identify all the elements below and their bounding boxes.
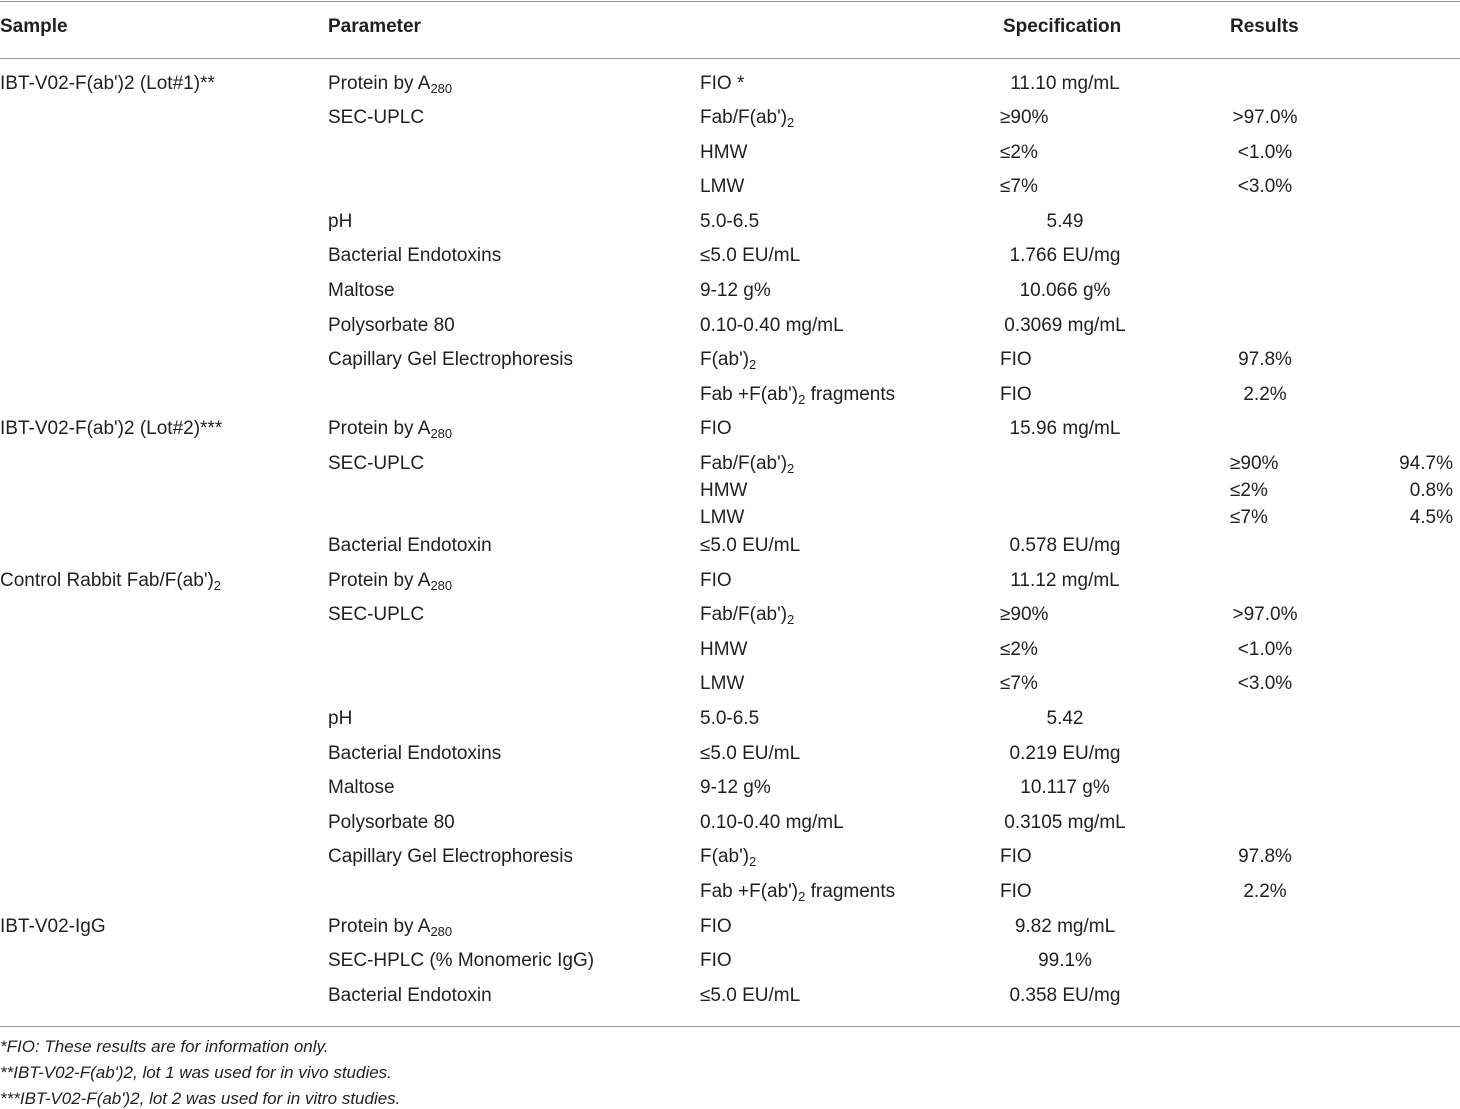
parameter-cell — [328, 315, 455, 337]
attribute-cell — [700, 950, 732, 972]
attribute-cell — [700, 604, 794, 626]
attribute-cell-text: HMW — [700, 480, 748, 501]
attribute-cell-text: ≤5.0 EU/mL — [700, 985, 801, 1006]
specification-cell — [1020, 777, 1109, 799]
parameter-cell — [328, 743, 501, 765]
parameter-cell — [328, 349, 573, 371]
specification-cell — [1010, 73, 1119, 95]
specification-cell — [1000, 639, 1038, 661]
result-cell — [1230, 453, 1278, 475]
parameter-cell-subscript: 280 — [430, 578, 453, 593]
attribute-cell-text: LMW — [700, 673, 745, 694]
specification-cell — [1010, 570, 1119, 592]
attribute-cell-subscript: 2 — [787, 115, 795, 130]
attribute-cell-text: Fab/F(ab') — [700, 604, 788, 625]
specification-cell-text: ≤2% — [1000, 639, 1038, 660]
result-extra-cell-text: 4.5% — [1409, 507, 1453, 528]
attribute-cell-text: Fab +F(ab') — [700, 881, 799, 902]
specification-cell-text: 0.3069 mg/mL — [1004, 315, 1126, 336]
specification-cell — [1047, 211, 1084, 233]
specification-cell — [1010, 743, 1121, 765]
attribute-cell — [700, 916, 732, 938]
attribute-cell-text: Fab/F(ab') — [700, 453, 788, 474]
attribute-cell-text: Fab +F(ab') — [700, 384, 799, 405]
parameter-cell — [328, 708, 352, 730]
result-cell-text: 2.2% — [1243, 384, 1287, 405]
specification-cell-text: ≤7% — [1000, 673, 1038, 694]
result-cell-text: 97.8% — [1238, 846, 1292, 867]
parameter-cell-text: pH — [328, 211, 353, 232]
attribute-cell-text: FIO — [700, 418, 732, 439]
attribute-cell — [700, 349, 756, 371]
attribute-cell-text: LMW — [700, 507, 745, 528]
parameter-cell-text: pH — [328, 708, 353, 729]
attribute-cell — [700, 507, 744, 529]
header-specification: Specification — [1003, 16, 1122, 37]
specification-cell — [1000, 604, 1048, 626]
attribute-cell — [700, 280, 771, 302]
parameter-cell-text: Protein by A — [328, 73, 431, 94]
result-cell-text: >97.0% — [1232, 604, 1298, 625]
result-cell — [1238, 673, 1292, 695]
parameter-cell-text: Protein by A — [328, 916, 431, 937]
specification-cell — [1004, 812, 1125, 834]
specification-cell — [1004, 315, 1125, 337]
specification-cell-text: 15.96 mg/mL — [1009, 418, 1121, 439]
parameter-cell-text: Protein by A — [328, 418, 431, 439]
attribute-cell-text: ≤5.0 EU/mL — [700, 535, 801, 556]
result-cell — [1243, 881, 1286, 903]
result-cell-text: <3.0% — [1237, 176, 1293, 197]
parameter-cell — [328, 950, 594, 972]
result-cell — [1243, 384, 1286, 406]
parameter-cell — [328, 846, 573, 868]
attribute-cell-text: HMW — [700, 142, 748, 163]
result-extra-cell — [1410, 507, 1453, 529]
result-extra-cell — [1399, 453, 1453, 475]
specification-cell-text: 0.358 EU/mg — [1009, 985, 1121, 1006]
table-top-rule — [0, 1, 1460, 2]
attribute-cell — [700, 384, 895, 406]
attribute-cell-text: Fab/F(ab') — [700, 107, 788, 128]
parameter-cell-text: Bacterial Endotoxins — [328, 743, 502, 764]
attribute-cell — [700, 881, 895, 903]
specification-cell — [1010, 985, 1121, 1007]
result-cell — [1233, 604, 1298, 626]
sample-cell-text: IBT-V02-F(ab')2 (Lot#1)** — [0, 73, 215, 94]
attribute-cell — [700, 673, 744, 695]
specification-cell-text: FIO — [1000, 349, 1032, 370]
parameter-cell-subscript: 280 — [430, 426, 453, 441]
attribute-cell-text: 5.0-6.5 — [700, 211, 760, 232]
attribute-cell-text: F(ab') — [700, 349, 750, 370]
specification-cell — [1015, 916, 1115, 938]
attribute-cell-subscript: 2 — [798, 392, 806, 407]
attribute-cell-subscript: 2 — [787, 461, 795, 476]
result-cell — [1238, 349, 1292, 371]
attribute-cell — [700, 211, 759, 233]
specification-cell-text: 1.766 EU/mg — [1009, 245, 1121, 266]
table-header-rule — [0, 58, 1460, 59]
parameter-cell-text: Capillary Gel Electrophoresis — [328, 349, 573, 370]
sample-cell-text: Control Rabbit Fab/F(ab') — [0, 570, 214, 591]
specification-cell-text: 11.12 mg/mL — [1010, 570, 1120, 591]
specification-cell-text: ≤2% — [1000, 142, 1038, 163]
specification-cell-text: FIO — [1000, 384, 1032, 405]
parameter-cell — [328, 73, 452, 95]
attribute-cell — [700, 535, 800, 557]
result-cell — [1233, 107, 1298, 129]
specification-cell — [1000, 673, 1038, 695]
attribute-cell-text: ≤5.0 EU/mL — [700, 743, 801, 764]
specification-cell — [1010, 418, 1121, 440]
parameter-cell-text: SEC-HPLC (% Monomeric IgG) — [328, 950, 595, 971]
result-cell — [1238, 142, 1292, 164]
result-cell — [1238, 639, 1292, 661]
parameter-cell — [328, 453, 424, 475]
result-cell — [1230, 507, 1268, 529]
attribute-cell-text: LMW — [700, 176, 745, 197]
specification-cell-text: FIO — [1000, 881, 1032, 902]
attribute-cell-subscript: 2 — [787, 612, 795, 627]
specification-cell — [1047, 708, 1084, 730]
attribute-cell-text: FIO — [700, 570, 732, 591]
attribute-cell-text: 9-12 g% — [700, 777, 771, 798]
result-cell-text: <1.0% — [1237, 142, 1293, 163]
parameter-cell — [328, 280, 395, 302]
parameter-cell-text: Maltose — [328, 777, 395, 798]
attribute-cell — [700, 846, 756, 868]
specification-cell — [1038, 950, 1092, 972]
result-extra-cell-text: 0.8% — [1409, 480, 1453, 501]
parameter-cell-text: Bacterial Endotoxins — [328, 245, 502, 266]
specification-cell-text: ≥90% — [1000, 107, 1049, 128]
attribute-cell-text: FIO — [700, 916, 732, 937]
attribute-cell — [700, 453, 794, 475]
attribute-cell-text: FIO * — [700, 73, 745, 94]
table-bottom-rule — [0, 1026, 1460, 1027]
specification-cell-text: 5.42 — [1046, 708, 1084, 729]
result-cell-text: <3.0% — [1237, 673, 1293, 694]
attribute-cell — [700, 985, 800, 1007]
specification-cell-text: 10.117 g% — [1020, 777, 1110, 798]
attribute-cell — [700, 480, 747, 502]
parameter-cell — [328, 535, 492, 557]
header-results: Results — [1230, 16, 1299, 37]
parameter-cell — [328, 777, 395, 799]
sample-cell-text: IBT-V02-F(ab')2 (Lot#2)*** — [0, 418, 223, 439]
specification-cell — [1000, 881, 1032, 903]
attribute-cell — [700, 73, 744, 95]
parameter-cell-text: Polysorbate 80 — [328, 315, 455, 336]
parameter-cell — [328, 418, 452, 440]
parameter-cell-subscript: 280 — [430, 81, 453, 96]
attribute-cell — [700, 176, 744, 198]
attribute-cell-text: 0.10-0.40 mg/mL — [700, 315, 844, 336]
specification-cell — [1000, 349, 1032, 371]
header-sample: Sample — [0, 16, 68, 37]
result-cell-text: ≤7% — [1230, 507, 1268, 528]
specification-cell-text: 0.3105 mg/mL — [1004, 812, 1126, 833]
result-cell-text: ≤2% — [1230, 480, 1268, 501]
parameter-cell-text: Maltose — [328, 280, 395, 301]
footnote-3: ***IBT-V02-F(ab')2, lot 2 was used for in vitro studies. — [0, 1089, 401, 1108]
parameter-cell-subscript: 280 — [430, 924, 453, 939]
specification-cell-text: 11.10 mg/mL — [1010, 73, 1120, 94]
specification-cell-text: ≥90% — [1000, 604, 1049, 625]
parameter-cell — [328, 812, 455, 834]
specification-cell-text: 0.578 EU/mg — [1009, 535, 1121, 556]
parameter-cell-text: Bacterial Endotoxin — [328, 985, 492, 1006]
parameter-cell-text: Capillary Gel Electrophoresis — [328, 846, 573, 867]
specification-cell-text: 5.49 — [1046, 211, 1084, 232]
attribute-cell-text: 5.0-6.5 — [700, 708, 760, 729]
attribute-cell-subscript: 2 — [798, 889, 806, 904]
attribute-cell — [700, 418, 732, 440]
attribute-cell-tail: fragments — [805, 384, 896, 405]
specification-cell — [1000, 142, 1038, 164]
parameter-cell — [328, 916, 452, 938]
result-cell — [1230, 480, 1268, 502]
specification-cell-text: FIO — [1000, 846, 1032, 867]
parameter-cell — [328, 245, 501, 267]
parameter-cell-text: SEC-UPLC — [328, 107, 425, 128]
attribute-cell-subscript: 2 — [749, 357, 757, 372]
specification-cell-text: 99.1% — [1038, 950, 1092, 971]
result-cell — [1238, 846, 1292, 868]
attribute-cell — [700, 570, 732, 592]
result-cell-text: 97.8% — [1238, 349, 1292, 370]
sample-cell — [0, 418, 222, 440]
specification-cell — [1000, 176, 1038, 198]
attribute-cell-tail: fragments — [805, 881, 896, 902]
parameter-cell-text: SEC-UPLC — [328, 604, 425, 625]
parameter-cell — [328, 211, 352, 233]
sample-cell — [0, 916, 106, 938]
parameter-cell-text: Protein by A — [328, 570, 431, 591]
parameter-cell-text: Polysorbate 80 — [328, 812, 455, 833]
parameter-cell — [328, 604, 424, 626]
attribute-cell-text: 0.10-0.40 mg/mL — [700, 812, 844, 833]
specification-cell — [1000, 107, 1048, 129]
specification-cell — [1000, 846, 1032, 868]
attribute-cell-text: HMW — [700, 639, 748, 660]
parameter-cell-text: Bacterial Endotoxin — [328, 535, 492, 556]
attribute-cell — [700, 639, 747, 661]
specification-cell-text: 0.219 EU/mg — [1009, 743, 1121, 764]
attribute-cell — [700, 777, 771, 799]
sample-cell — [0, 73, 215, 95]
specification-cell — [1000, 384, 1032, 406]
specification-cell — [1020, 280, 1111, 302]
attribute-cell — [700, 812, 844, 834]
header-parameter: Parameter — [328, 16, 421, 37]
result-cell-text: >97.0% — [1232, 107, 1298, 128]
parameter-cell — [328, 570, 452, 592]
result-extra-cell — [1410, 480, 1453, 502]
result-cell-text: 2.2% — [1243, 881, 1287, 902]
result-extra-cell-text: 94.7% — [1399, 453, 1453, 474]
parameter-cell-text: SEC-UPLC — [328, 453, 425, 474]
attribute-cell-text: F(ab') — [700, 846, 750, 867]
attribute-cell-text: FIO — [700, 950, 732, 971]
attribute-cell-text: ≤5.0 EU/mL — [700, 245, 801, 266]
sample-cell-subscript: 2 — [213, 578, 222, 593]
attribute-cell-subscript: 2 — [749, 854, 757, 869]
sample-cell-text: IBT-V02-IgG — [0, 916, 106, 937]
specification-cell-text: 9.82 mg/mL — [1014, 916, 1116, 937]
attribute-cell — [700, 315, 844, 337]
attribute-cell — [700, 245, 800, 267]
parameter-cell — [328, 107, 424, 129]
parameter-cell — [328, 985, 492, 1007]
footnote-2: **IBT-V02-F(ab')2, lot 1 was used for in vivo studies. — [0, 1063, 392, 1082]
result-cell-text: ≥90% — [1230, 453, 1279, 474]
attribute-cell-text: 9-12 g% — [700, 280, 771, 301]
attribute-cell — [700, 107, 794, 129]
footnote-1: *FIO: These results are for information only. — [0, 1037, 329, 1056]
specification-cell-text: 10.066 g% — [1019, 280, 1111, 301]
attribute-cell — [700, 743, 800, 765]
sample-cell — [0, 570, 221, 592]
specification-cell — [1010, 245, 1121, 267]
attribute-cell — [700, 708, 759, 730]
result-cell-text: <1.0% — [1237, 639, 1293, 660]
result-cell — [1238, 176, 1292, 198]
specification-cell-text: ≤7% — [1000, 176, 1038, 197]
attribute-cell — [700, 142, 747, 164]
specification-cell — [1010, 535, 1121, 557]
